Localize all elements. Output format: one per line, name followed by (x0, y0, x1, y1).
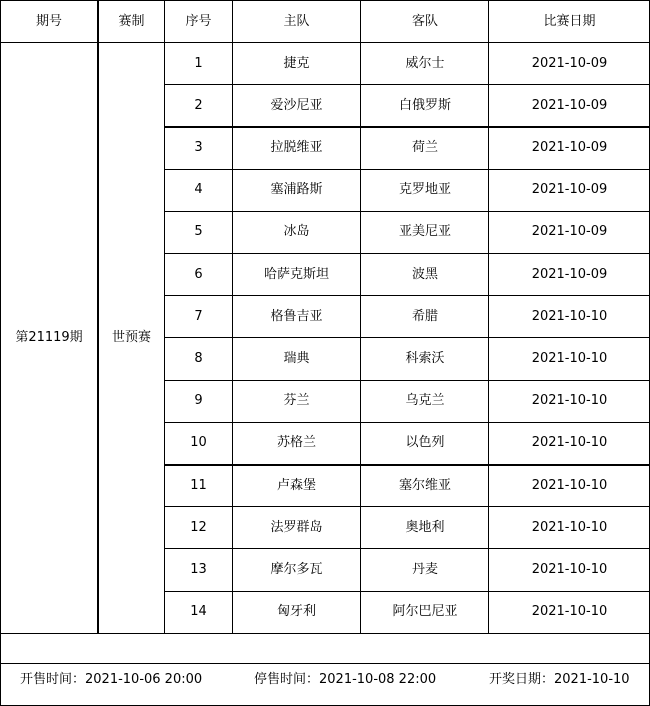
home-team-cell: 爱沙尼亚 (270, 97, 323, 113)
grid-line (165, 126, 650, 128)
seq-cell: 1 (194, 55, 203, 71)
home-team-cell: 瑞典 (283, 350, 310, 366)
away-team-cell: 威尔士 (405, 55, 445, 71)
away-team-cell: 科索沃 (405, 350, 445, 366)
home-team-cell: 芬兰 (283, 393, 310, 409)
match-date-cell: 2021-10-10 (531, 604, 608, 620)
home-team-cell: 格鲁吉亚 (270, 308, 323, 324)
away-team-cell: 希腊 (411, 308, 438, 324)
match-date-cell: 2021-10-10 (531, 477, 608, 493)
sale-start-time: 开售时间：2021-10-06 20:00 (20, 671, 203, 687)
seq-cell: 14 (190, 604, 207, 620)
seq-cell: 13 (190, 561, 207, 577)
away-team-cell: 亚美尼亚 (398, 224, 451, 240)
away-team-cell: 以色列 (405, 435, 445, 451)
grid-line (164, 0, 165, 633)
match-date-cell: 2021-10-09 (531, 139, 608, 155)
match-date-cell: 2021-10-10 (531, 561, 608, 577)
seq-cell: 3 (194, 139, 203, 155)
home-team-cell: 卢森堡 (276, 477, 316, 493)
grid-line (165, 169, 650, 170)
home-team-cell: 摩尔多瓦 (270, 561, 323, 577)
header-home: 主队 (283, 13, 310, 29)
match-date-cell: 2021-10-10 (531, 350, 608, 366)
grid-line (165, 422, 650, 423)
home-team-cell: 塞浦路斯 (270, 182, 323, 198)
home-team-cell: 法罗群岛 (270, 519, 323, 535)
match-date-cell: 2021-10-09 (531, 55, 608, 71)
away-team-cell: 丹麦 (411, 561, 438, 577)
match-date-cell: 2021-10-09 (531, 97, 608, 113)
header-away: 客队 (411, 13, 438, 29)
grid-line (0, 663, 650, 664)
away-team-cell: 荷兰 (411, 139, 438, 155)
grid-line (165, 84, 650, 85)
away-team-cell: 乌克兰 (405, 393, 445, 409)
seq-cell: 12 (190, 519, 207, 535)
match-date-cell: 2021-10-09 (531, 182, 608, 198)
grid-line (232, 0, 233, 633)
grid-line (165, 548, 650, 549)
grid-line (165, 337, 650, 338)
grid-line (0, 0, 1, 706)
seq-cell: 10 (190, 435, 207, 451)
match-date-cell: 2021-10-09 (531, 224, 608, 240)
home-team-cell: 哈萨克斯坦 (263, 266, 329, 282)
match-date-cell: 2021-10-10 (531, 393, 608, 409)
match-date-cell: 2021-10-10 (531, 308, 608, 324)
grid-line (165, 211, 650, 212)
away-team-cell: 克罗地亚 (398, 182, 451, 198)
match-date-cell: 2021-10-10 (531, 519, 608, 535)
home-team-cell: 拉脱维亚 (270, 139, 323, 155)
seq-cell: 6 (194, 266, 203, 282)
seq-cell: 11 (190, 477, 207, 493)
grid-line (360, 0, 361, 633)
header-format: 赛制 (118, 13, 145, 29)
header-date: 比赛日期 (543, 13, 596, 29)
away-team-cell: 塞尔维亚 (398, 477, 451, 493)
grid-line (97, 0, 99, 633)
match-date-cell: 2021-10-10 (531, 435, 608, 451)
away-team-cell: 白俄罗斯 (398, 97, 451, 113)
grid-line (165, 253, 650, 254)
format-value: 世预赛 (111, 330, 151, 345)
seq-cell: 9 (194, 393, 203, 409)
grid-line (165, 506, 650, 507)
grid-line (0, 633, 650, 634)
away-team-cell: 波黑 (411, 266, 438, 282)
seq-cell: 4 (194, 182, 203, 198)
sale-stop-time: 停售时间：2021-10-08 22:00 (254, 671, 437, 687)
header-period: 期号 (35, 13, 62, 29)
home-team-cell: 捷克 (283, 55, 310, 71)
away-team-cell: 阿尔巴尼亚 (392, 604, 458, 620)
away-team-cell: 奥地利 (405, 519, 445, 535)
home-team-cell: 冰岛 (283, 224, 310, 240)
period-value: 第21119期 (15, 330, 83, 345)
grid-line (165, 591, 650, 592)
draw-date: 开奖日期：2021-10-10 (489, 671, 630, 687)
grid-line (165, 295, 650, 296)
grid-line (165, 464, 650, 466)
grid-line (165, 380, 650, 381)
seq-cell: 7 (194, 308, 203, 324)
header-seq: 序号 (185, 13, 212, 29)
match-date-cell: 2021-10-09 (531, 266, 608, 282)
seq-cell: 2 (194, 97, 203, 113)
home-team-cell: 苏格兰 (276, 435, 316, 451)
seq-cell: 8 (194, 350, 203, 366)
home-team-cell: 匈牙利 (276, 604, 316, 620)
seq-cell: 5 (194, 224, 203, 240)
grid-line (488, 0, 489, 633)
